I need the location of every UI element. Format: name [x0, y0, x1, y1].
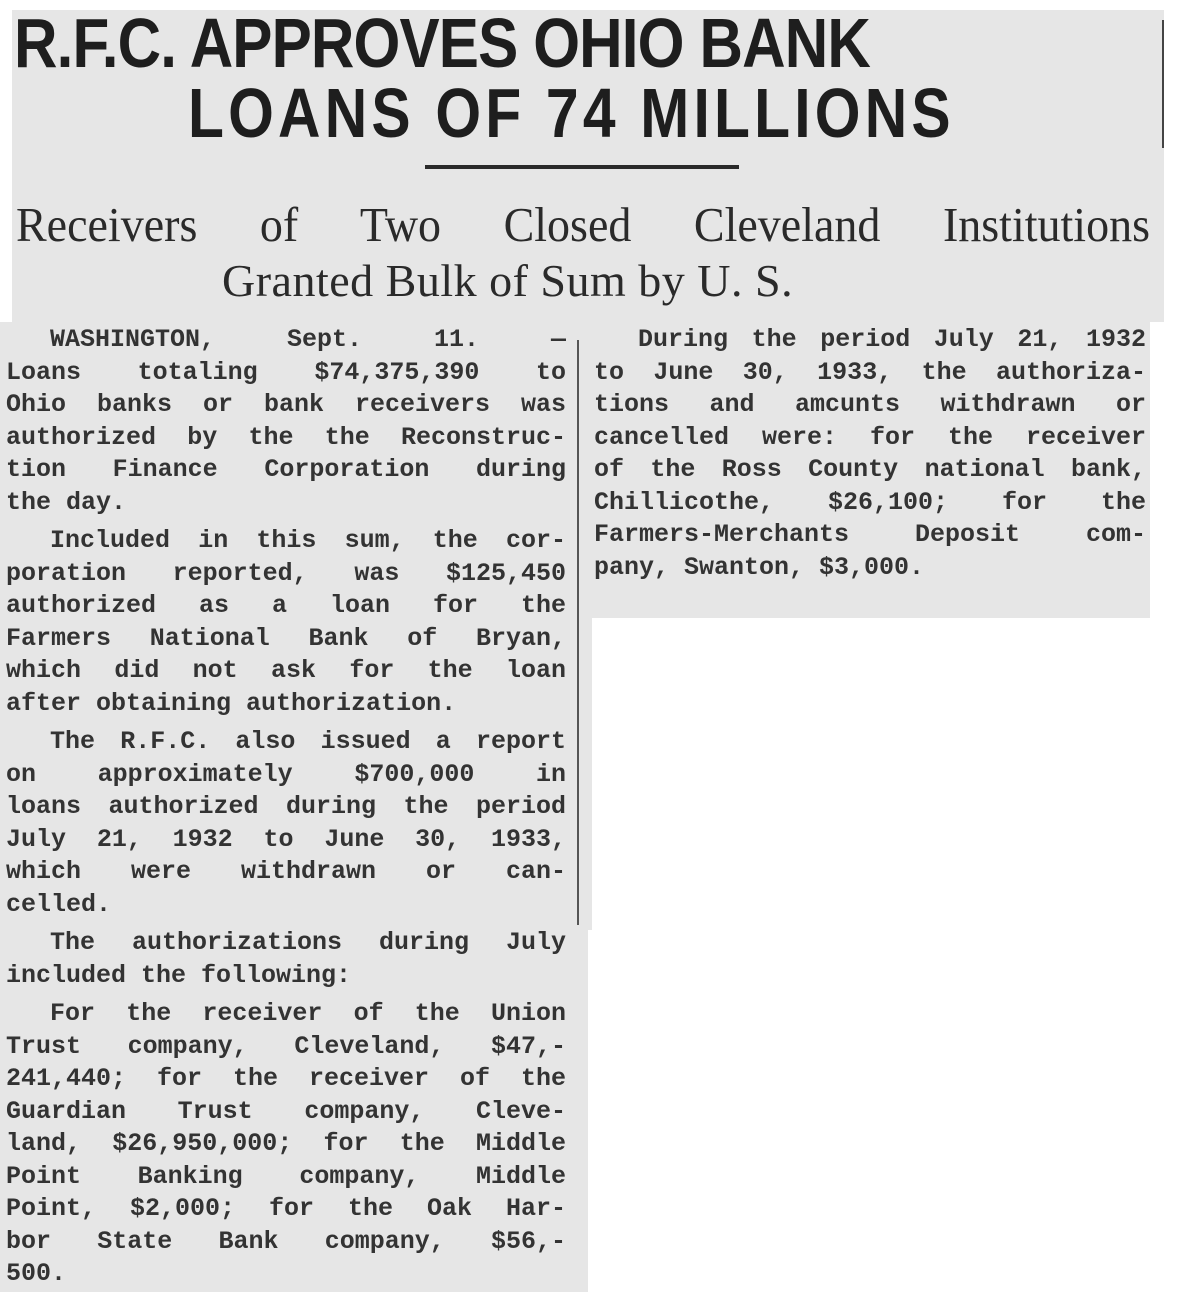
article-line: Point, $2,000; for the Oak Har- [6, 1194, 566, 1223]
article-line: poration reported, was $125,450 [6, 558, 566, 588]
article-line: Included in this sum, the cor- [50, 526, 566, 555]
article-line: the day. [6, 487, 127, 517]
article-line: tion Finance Corporation during [6, 455, 566, 484]
article-line: which did not ask for the loan [6, 656, 566, 685]
article-line: authorized by the the Reconstruc- [6, 422, 566, 452]
article-line: authorized as a loan for the [6, 591, 566, 620]
article-line: Guardian Trust company, Cleve- [6, 1096, 566, 1126]
headline-divider [425, 165, 739, 169]
article-line: land, $26,950,000; for the Middle [6, 1129, 566, 1158]
article-line: Ohio banks or bank receivers was [6, 390, 566, 419]
article-line: Point Banking company, Middle [6, 1161, 566, 1191]
article-line: which were withdrawn or can- [6, 857, 566, 886]
clipping-border-rule [1162, 20, 1164, 148]
article-line: 500. [6, 1259, 67, 1288]
article-line: included the following: [6, 960, 352, 990]
subheadline-line-2: Granted Bulk of Sum by U. S. [222, 255, 794, 306]
article-left-column [6, 324, 566, 1291]
article-line: 241,440; for the receiver of the [6, 1064, 566, 1093]
article-line: For the receiver of the Union [50, 999, 566, 1028]
clipping-edge [588, 618, 592, 930]
article-line: loans authorized during the period [6, 792, 566, 821]
article-line: tions and amcunts withdrawn or [594, 390, 1146, 419]
article-paragraph [6, 525, 566, 720]
article-line: bor State Bank company, $56,- [6, 1226, 566, 1256]
article-line: The R.F.C. also issued a report [50, 727, 566, 756]
article-line: Trust company, Cleveland, $47,- [6, 1031, 566, 1061]
article-line: pany, Swanton, $3,000. [594, 552, 925, 582]
article-paragraph [6, 927, 566, 992]
article-line: July 21, 1932 to June 30, 1933, [6, 824, 566, 854]
article-right-column [594, 324, 1146, 584]
article-line: During the period July 21, 1932 [638, 325, 1146, 354]
article-paragraph [6, 998, 566, 1291]
article-line: of the Ross County national bank, [594, 455, 1146, 484]
article-line: after obtaining authorization. [6, 688, 457, 718]
article-line: celled. [6, 889, 112, 919]
article-line: Farmers National Bank of Bryan, [6, 623, 566, 653]
headline-line-1: R.F.C. APPROVES OHIO BANK [14, 4, 870, 82]
article-line: on approximately $700,000 in [6, 759, 566, 789]
subheadline-line-1: Receivers of Two Closed Cleveland Institutions [16, 197, 1150, 252]
article-line: Chillicothe, $26,100; for the [594, 487, 1146, 517]
article-line: Farmers-Merchants Deposit com- [594, 520, 1146, 549]
column-divider [577, 340, 579, 925]
article-line: cancelled were: for the receiver [594, 422, 1146, 452]
article-line: The authorizations during July [50, 928, 566, 957]
article-paragraph [594, 324, 1146, 584]
article-line: to June 30, 1933, the authoriza- [594, 357, 1146, 387]
article-paragraph [6, 324, 566, 519]
article-line: WASHINGTON, Sept. 11. — [50, 325, 566, 354]
headline-line-2: LOANS OF 74 MILLIONS [188, 74, 955, 152]
article-line: Loans totaling $74,375,390 to [6, 357, 566, 387]
article-paragraph [6, 726, 566, 921]
